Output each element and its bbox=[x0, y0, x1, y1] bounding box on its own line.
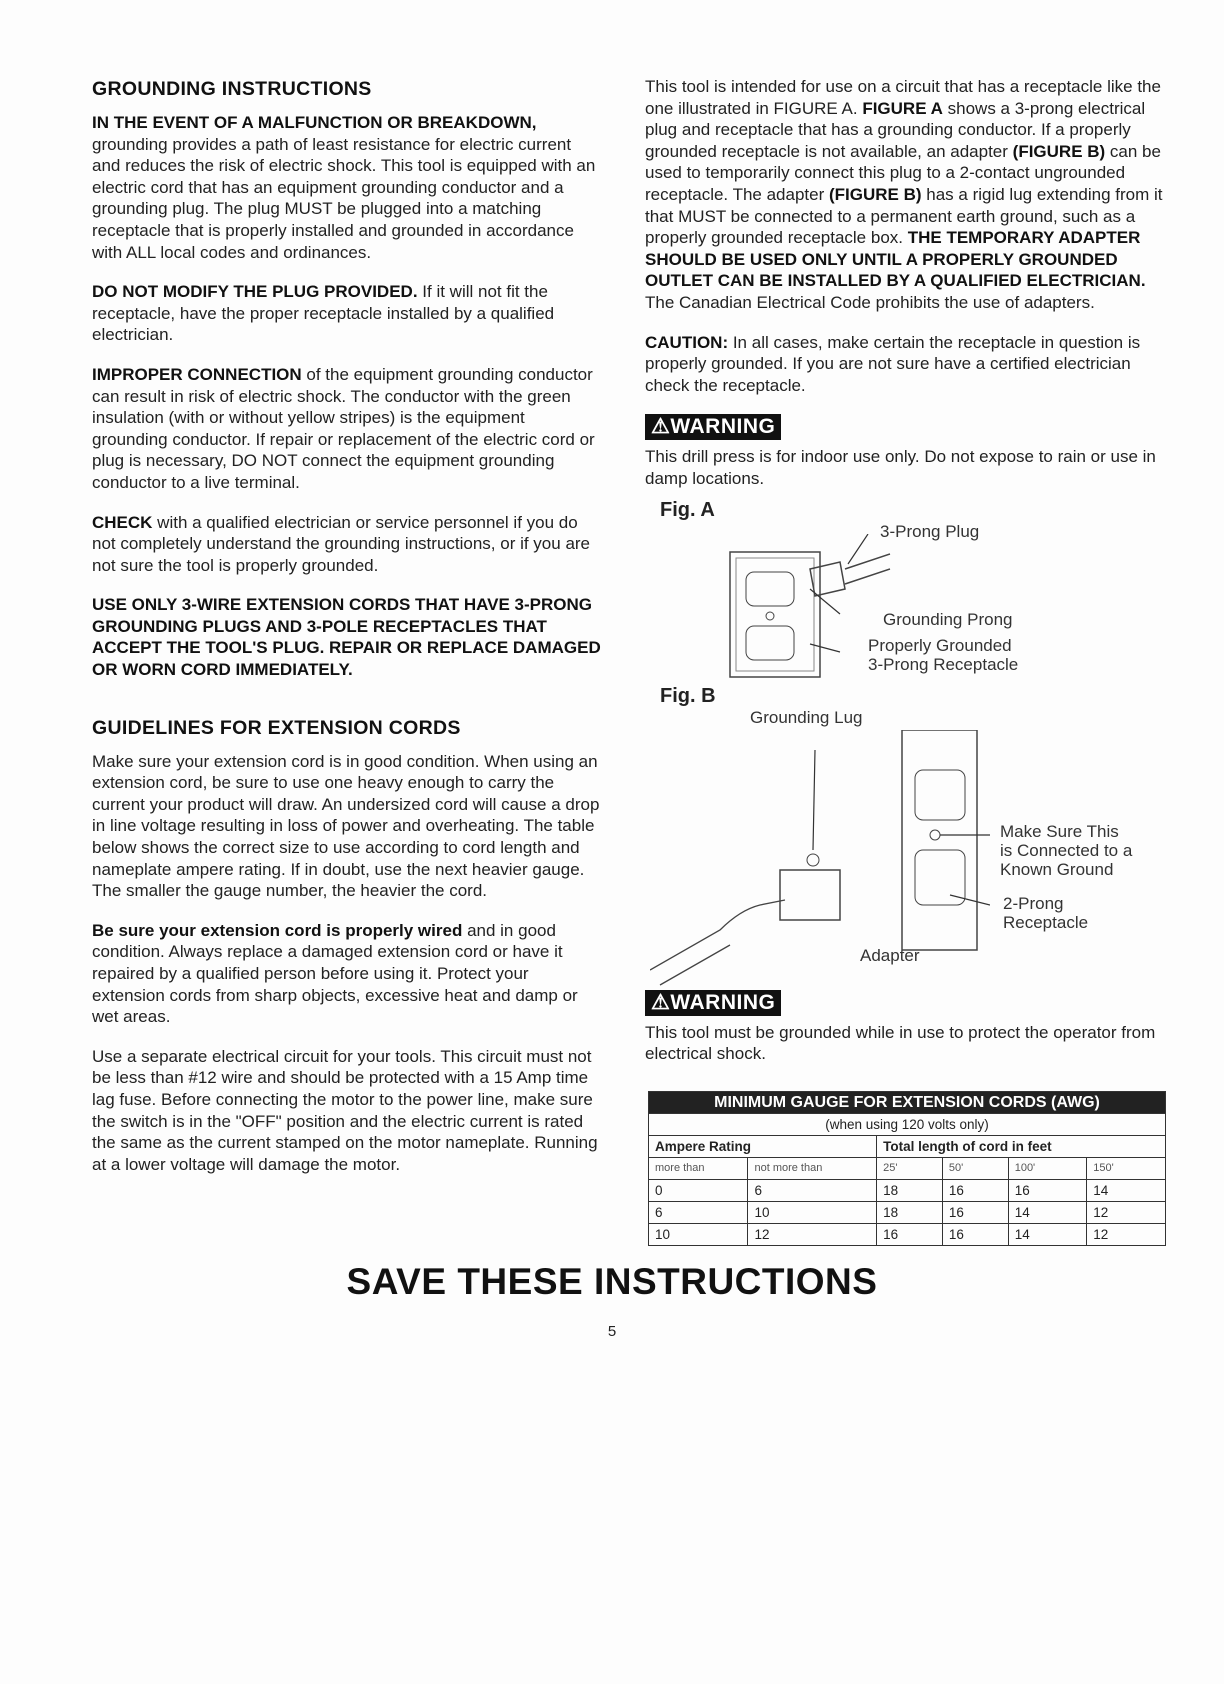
warning-badge-2: ⚠WARNING bbox=[645, 990, 781, 1016]
paragraph bbox=[645, 332, 1165, 397]
label-3-prong-plug: 3-Prong Plug bbox=[880, 521, 980, 541]
page-number: 5 bbox=[607, 1322, 617, 1340]
col-total-length: Total length of cord in feet bbox=[877, 1135, 1166, 1157]
warning-text-2: This tool must be grounded while in use to protect the operator from electrical shock. bbox=[645, 1022, 1156, 1064]
table-subtitle: (when using 120 volts only) bbox=[649, 1113, 1166, 1135]
fig-a-title: Fig. A bbox=[660, 498, 715, 521]
warning-badge: ⚠WARNING bbox=[645, 414, 781, 440]
subheader-cell: 100' bbox=[1008, 1157, 1087, 1179]
label-receptacle: Receptacle bbox=[1003, 912, 1089, 932]
subheader-cell: more than bbox=[649, 1157, 748, 1179]
paragraph bbox=[92, 281, 602, 346]
table-cell: 10 bbox=[748, 1201, 877, 1223]
text: can be used to temporarily connect this plug to a 2-contact ungrounded receptacle. The adapter bbox=[645, 141, 1161, 204]
bold-text: (FIGURE B) bbox=[1012, 141, 1106, 161]
bold-text: CHECK bbox=[92, 512, 153, 532]
paragraph bbox=[92, 751, 602, 902]
table-cell: 16 bbox=[942, 1179, 1008, 1201]
label-properly-grounded-receptacle bbox=[868, 636, 1018, 674]
text: This tool is intended for use on a circuit that has a receptacle like the one illustrated in FIGURE A. bbox=[645, 77, 1161, 118]
fig-b-title: Fig. B bbox=[660, 684, 716, 707]
col-ampere-rating: Ampere Rating bbox=[649, 1135, 877, 1157]
text: has a rigid lug extending from it that MUST be connected to a permanent earth ground, such as a properly grounded receptacle box. bbox=[645, 184, 1163, 248]
paragraph bbox=[92, 364, 602, 494]
bold-text: IN THE EVENT OF A MALFUNCTION OR BREAKDOWN, bbox=[92, 113, 537, 132]
table-cell: 12 bbox=[1087, 1223, 1166, 1245]
text: grounding provides a path of least resistance for electric current and reduces the risk of electric shock. This tool is equipped with an electric cord that has an equipment grounding conductor and a grounding plug. The plug MUST be plugged into a matching receptacle that is properly installed and grounded in accordance with ALL local codes and ordinances. bbox=[92, 134, 596, 262]
table-row bbox=[649, 1223, 1166, 1245]
label-grounding-lug: Grounding Lug bbox=[750, 707, 863, 727]
table-cell: 0 bbox=[649, 1179, 748, 1201]
table-title: MINIMUM GAUGE FOR EXTENSION CORDS (AWG) bbox=[649, 1091, 1166, 1113]
fig-a bbox=[645, 498, 1165, 678]
label-2-prong: 2-Prong bbox=[1003, 893, 1064, 913]
heading-extension-cords: GUIDELINES FOR EXTENSION CORDS bbox=[92, 716, 461, 739]
table-cell: 16 bbox=[877, 1223, 943, 1245]
table-cell: 6 bbox=[748, 1179, 877, 1201]
table-cell: 12 bbox=[1087, 1201, 1166, 1223]
label-make-sure: Make Sure This bbox=[1000, 821, 1119, 841]
paragraph bbox=[92, 112, 602, 263]
subheader-cell: 150' bbox=[1087, 1157, 1166, 1179]
label-3-prong-receptacle: 3-Prong Receptacle bbox=[868, 654, 1019, 674]
table-cell: 16 bbox=[942, 1201, 1008, 1223]
paragraph bbox=[92, 594, 602, 680]
label-grounding-prong: Grounding Prong bbox=[883, 609, 1013, 629]
save-these-instructions: SAVE THESE INSTRUCTIONS bbox=[346, 1260, 878, 1302]
table-cell: 18 bbox=[877, 1201, 943, 1223]
subheader-cell: not more than bbox=[748, 1157, 877, 1179]
bold-text: FIGURE A bbox=[862, 98, 943, 118]
label-properly-grounded: Properly Grounded bbox=[868, 635, 1012, 655]
label-make-sure-connected bbox=[1000, 822, 1132, 879]
label-known-ground: Known Ground bbox=[1000, 859, 1114, 879]
text: In all cases, make certain the receptacle in question is properly grounded. If you are not sure have a certified electrician check the receptacle. bbox=[645, 332, 1141, 395]
text: Make sure your extension cord is in good condition. When using an extension cord, be sure to use one heavy enough to carry the current your product will draw. An undersized cord will cause a drop in line voltage resulting in loss of power and overheating. The table below shows the correct size to use according to cord length and nameplate ampere rating. If in doubt, use the next heavier gauge. The smaller the gauge number, the heavier the cord. bbox=[92, 751, 600, 901]
fig-b bbox=[645, 684, 1165, 984]
table-cell: 16 bbox=[942, 1223, 1008, 1245]
table-cell: 12 bbox=[748, 1223, 877, 1245]
label-connected-to: is Connected to a bbox=[1000, 840, 1133, 860]
label-2-prong-receptacle bbox=[1003, 894, 1088, 932]
adapter-paragraphs bbox=[645, 76, 1165, 396]
table-cell: 10 bbox=[649, 1223, 748, 1245]
table-subheader bbox=[649, 1157, 1166, 1179]
bold-text: CAUTION: bbox=[645, 332, 729, 352]
paragraph bbox=[92, 1046, 602, 1176]
table-row bbox=[649, 1179, 1166, 1201]
table-cell: 18 bbox=[877, 1179, 943, 1201]
text: with a qualified electrician or service personnel if you do not completely understand the grounding instructions, or if you are not sure the tool is properly grounded. bbox=[92, 512, 591, 575]
paragraph bbox=[92, 920, 602, 1028]
grounding-paragraphs bbox=[92, 112, 602, 681]
table-cell: 6 bbox=[649, 1201, 748, 1223]
extension-paragraphs bbox=[92, 751, 602, 1176]
bold-text: (FIGURE B) bbox=[828, 184, 922, 204]
text: Use a separate electrical circuit for your tools. This circuit must not be less than #12 wire and should be protected with a 15 Amp time lag fuse. Before connecting the motor to the power line, make sure the switch is in the "OFF" position and the electric current is rated the same as the current stamped on the motor nameplate. Running at a lower voltage will damage the motor. bbox=[92, 1046, 598, 1174]
text: The Canadian Electrical Code prohibits the use of adapters. bbox=[645, 292, 1095, 312]
table-cell: 14 bbox=[1008, 1201, 1087, 1223]
bold-text: THE TEMPORARY ADAPTER SHOULD BE USED ONLY UNTIL A PROPERLY GROUNDED OUTLET CAN BE INSTALLED BY A QUALIFIED ELECTRICIAN. bbox=[645, 228, 1146, 291]
text: of the equipment grounding conductor can result in risk of electric shock. The conductor with the green insulation (with or without yellow stripes) is the equipment grounding conductor. If repair or replacement of the electric cord or plug is necessary, DO NOT connect the equipment grounding conductor to a live terminal. bbox=[92, 364, 595, 492]
table-cell: 14 bbox=[1008, 1223, 1087, 1245]
bold-text: Be sure your extension cord is properly wired bbox=[92, 920, 463, 940]
label-adapter: Adapter bbox=[860, 945, 920, 965]
warning-text: This drill press is for indoor use only. Do not expose to rain or use in damp locations. bbox=[645, 447, 1156, 488]
paragraph bbox=[92, 512, 602, 577]
bold-text: DO NOT MODIFY THE PLUG PROVIDED. bbox=[92, 282, 418, 302]
table-row bbox=[649, 1201, 1166, 1223]
bold-text: USE ONLY 3-WIRE EXTENSION CORDS THAT HAVE 3-PRONG GROUNDING PLUGS AND 3-POLE RECEPTACLES THAT ACCEPT THE TOOL'S PLUG. REPAIR OR REPLACE DAMAGED OR WORN CORD IMMEDIATELY. bbox=[92, 595, 601, 680]
table-cell: 16 bbox=[1008, 1179, 1087, 1201]
fig-b-illustration bbox=[650, 730, 990, 990]
text: shows a 3-prong electrical plug and receptacle that has a grounding conductor. If a properly grounded receptacle is not available, an adapter bbox=[645, 98, 1146, 161]
right-column bbox=[645, 76, 1165, 1246]
subheader-cell: 50' bbox=[942, 1157, 1008, 1179]
subheader-cell: 25' bbox=[877, 1157, 943, 1179]
bold-text: IMPROPER CONNECTION bbox=[92, 364, 302, 384]
gauge-table bbox=[648, 1091, 1166, 1246]
text: and in good condition. Always replace a damaged extension cord or have it repaired by a qualified person before using it. Protect your extension cords from sharp objects, excessive heat and damp or wet areas. bbox=[92, 920, 578, 1027]
table-cell: 14 bbox=[1087, 1179, 1166, 1201]
paragraph bbox=[645, 76, 1165, 314]
left-column bbox=[92, 76, 602, 1246]
text: If it will not fit the receptacle, have the proper receptacle installed by a qualified electrician. bbox=[92, 282, 555, 345]
heading-grounding-instructions: GROUNDING INSTRUCTIONS bbox=[92, 78, 372, 100]
